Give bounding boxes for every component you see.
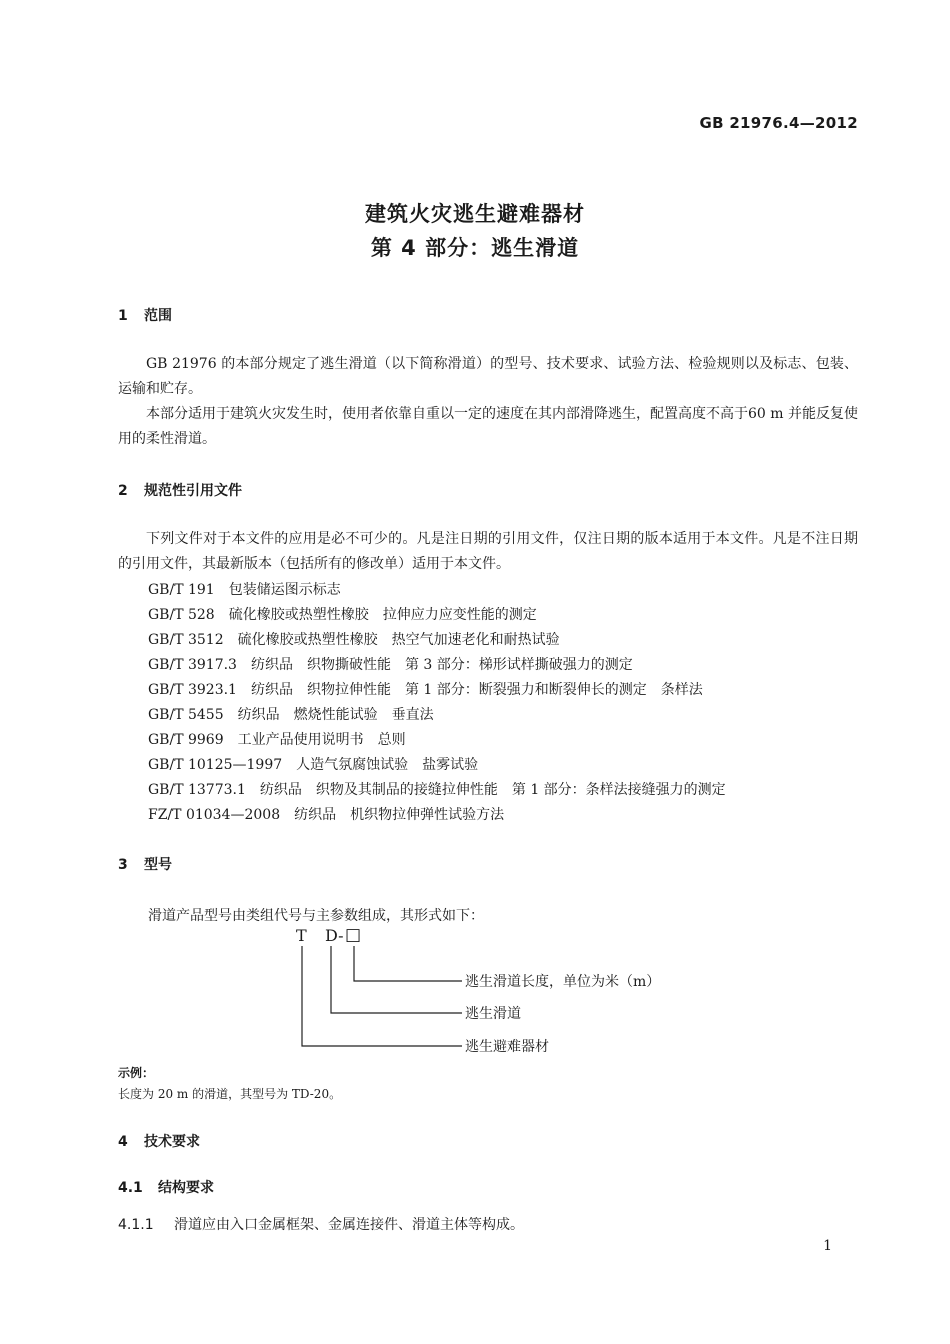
document-title: 建筑火灾逃生避难器材 xyxy=(365,202,585,226)
label-escape-slide: 逃生滑道 xyxy=(465,1006,521,1022)
connector-slide xyxy=(331,946,462,1013)
section-title: 规范性引用文件 xyxy=(144,483,242,499)
model-code-t: T xyxy=(296,926,307,945)
reference-item: GB/T 9969 工业产品使用说明书 总则 xyxy=(148,732,406,748)
reference-item: GB/T 191 包装储运图示标志 xyxy=(148,582,341,598)
section-1-paragraph-1: GB 21976 的本部分规定了逃生滑道（以下简称滑道）的型号、技术要求、试验方法、检验规则以及标志、包装、运输和贮存。 xyxy=(118,356,858,397)
reference-item: GB/T 5455 纺织品 燃烧性能试验 垂直法 xyxy=(148,707,434,723)
section-title: 型号 xyxy=(144,857,172,873)
section-number: 3 xyxy=(118,857,128,873)
section-3-intro: 滑道产品型号由类组代号与主参数组成，其形式如下： xyxy=(148,908,484,924)
model-code-box: □ xyxy=(345,925,362,945)
label-escape-device: 逃生避难器材 xyxy=(465,1039,549,1055)
reference-item: GB/T 13773.1 纺织品 织物及其制品的接缝拉伸性能 第 1 部分：条样法接缝强力的测定 xyxy=(148,782,726,798)
subsection-number: 4.1 xyxy=(118,1180,143,1196)
section-4-heading xyxy=(118,1131,200,1151)
reference-item: GB/T 3512 硫化橡胶或热塑性橡胶 热空气加速老化和耐热试验 xyxy=(148,632,560,648)
label-slide-length: 逃生滑道长度，单位为米（m） xyxy=(465,974,661,990)
example-label: 示例： xyxy=(118,1066,155,1080)
section-1-paragraph-2: 本部分适用于建筑火灾发生时，使用者依靠自重以一定的速度在其内部滑降逃生，配置高度不高于60 m 并能反复使用的柔性滑道。 xyxy=(118,406,858,447)
section-number: 2 xyxy=(118,483,128,499)
clause-number: 4.1.1 xyxy=(118,1217,154,1233)
subsection-title: 结构要求 xyxy=(158,1180,214,1196)
reference-item: GB/T 3917.3 纺织品 织物撕破性能 第 3 部分：梯形试样撕破强力的测定 xyxy=(148,657,633,673)
reference-item: FZ/T 01034—2008 纺织品 机织物拉伸弹性试验方法 xyxy=(148,807,505,823)
connector-length xyxy=(354,946,462,981)
standard-code: GB 21976.4—2012 xyxy=(699,114,858,132)
page-number: 1 xyxy=(823,1238,832,1254)
reference-item: GB/T 10125—1997 人造气氛腐蚀试验 盐雾试验 xyxy=(148,757,479,773)
clause-text: 滑道应由入口金属框架、金属连接件、滑道主体等构成。 xyxy=(174,1217,524,1233)
connector-device xyxy=(302,946,462,1046)
model-code-d: D- xyxy=(325,926,344,945)
section-4-1-heading xyxy=(118,1177,214,1197)
reference-item: GB/T 528 硫化橡胶或热塑性橡胶 拉伸应力应变性能的测定 xyxy=(148,607,537,623)
document-subtitle: 第 4 部分：逃生滑道 xyxy=(370,236,580,260)
example-text: 长度为 20 m 的滑道，其型号为 TD-20。 xyxy=(118,1087,342,1101)
section-title: 技术要求 xyxy=(144,1134,200,1150)
clause-4-1-1 xyxy=(118,1214,524,1234)
section-number: 1 xyxy=(118,308,128,324)
reference-item: GB/T 3923.1 纺织品 织物拉伸性能 第 1 部分：断裂强力和断裂伸长的测定 条样法 xyxy=(148,682,703,698)
section-2-intro: 下列文件对于本文件的应用是必不可少的。凡是注日期的引用文件，仅注日期的版本适用于本文件。凡是不注日期的引用文件，其最新版本（包括所有的修改单）适用于本文件。 xyxy=(118,531,858,572)
section-number: 4 xyxy=(118,1134,128,1150)
section-title: 范围 xyxy=(144,308,172,324)
